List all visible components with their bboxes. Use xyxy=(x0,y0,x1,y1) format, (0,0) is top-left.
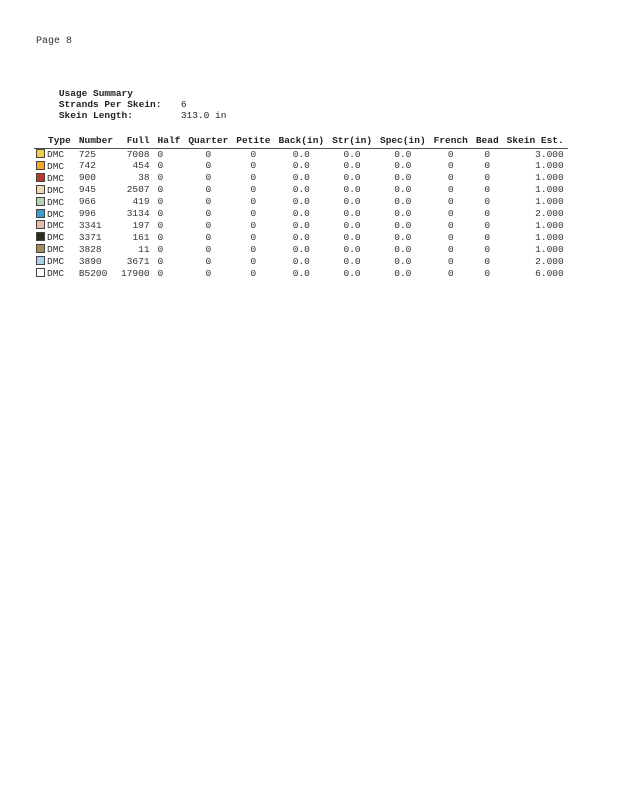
cell-full: 161 xyxy=(132,231,150,243)
cell-back: 0.0 xyxy=(292,231,310,243)
cell-french: 0 xyxy=(447,231,454,243)
cell-str: 0.0 xyxy=(343,243,361,255)
cell-half: 0 xyxy=(157,160,164,172)
cell-petite: 0 xyxy=(250,172,257,184)
cell-bead: 0 xyxy=(484,172,491,184)
cell-skein-est: 1.000 xyxy=(535,172,564,184)
cell-french: 0 xyxy=(447,267,454,279)
cell-spec: 0.0 xyxy=(394,172,412,184)
cell-type xyxy=(34,220,75,232)
type-label: DMC xyxy=(47,172,65,184)
cell-type xyxy=(34,197,75,209)
cell-petite: 0 xyxy=(250,219,257,231)
cell-bead: 0 xyxy=(484,243,491,255)
cell-type xyxy=(34,209,75,221)
col-petite: Petite xyxy=(232,134,274,149)
cell-skein-est: 1.000 xyxy=(535,184,564,196)
cell-half: 0 xyxy=(157,196,164,208)
cell-full: 7008 xyxy=(126,148,150,160)
cell-petite: 0 xyxy=(250,148,257,160)
cell-half: 0 xyxy=(157,255,164,267)
cell-quarter: 0 xyxy=(205,243,212,255)
table-row xyxy=(34,232,568,244)
col-type: Type xyxy=(34,134,75,149)
cell-back: 0.0 xyxy=(292,267,310,279)
type-label: DMC xyxy=(47,244,65,256)
color-swatch-icon xyxy=(36,256,45,265)
cell-number: 966 xyxy=(78,196,96,208)
table-row xyxy=(34,268,568,280)
cell-type xyxy=(34,268,75,280)
cell-number: 900 xyxy=(78,172,96,184)
color-swatch-icon xyxy=(36,220,45,229)
cell-back: 0.0 xyxy=(292,243,310,255)
cell-full: 17900 xyxy=(121,267,150,279)
col-quarter: Quarter xyxy=(184,134,232,149)
cell-french: 0 xyxy=(447,219,454,231)
cell-spec: 0.0 xyxy=(394,231,412,243)
cell-type xyxy=(34,256,75,268)
cell-str: 0.0 xyxy=(343,160,361,172)
cell-number: 3828 xyxy=(78,243,102,255)
cell-petite: 0 xyxy=(250,208,257,220)
skein-length-value: 313.0 in xyxy=(180,110,227,121)
cell-number: 3890 xyxy=(78,255,102,267)
type-label: DMC xyxy=(47,184,65,196)
cell-number: B5200 xyxy=(78,267,108,279)
cell-half: 0 xyxy=(157,231,164,243)
cell-skein-est: 1.000 xyxy=(535,196,564,208)
col-french: French xyxy=(430,134,472,149)
type-label: DMC xyxy=(47,160,65,172)
table-row xyxy=(34,173,568,185)
type-label: DMC xyxy=(47,220,65,232)
cell-type xyxy=(34,185,75,197)
cell-number: 742 xyxy=(78,160,96,172)
type-label: DMC xyxy=(47,196,65,208)
cell-petite: 0 xyxy=(250,196,257,208)
cell-petite: 0 xyxy=(250,184,257,196)
table-row xyxy=(34,220,568,232)
cell-half: 0 xyxy=(157,208,164,220)
cell-bead: 0 xyxy=(484,255,491,267)
cell-quarter: 0 xyxy=(205,172,212,184)
cell-full: 2507 xyxy=(126,184,150,196)
cell-full: 454 xyxy=(132,160,150,172)
col-half: Half xyxy=(154,134,185,149)
cell-quarter: 0 xyxy=(205,231,212,243)
cell-back: 0.0 xyxy=(292,255,310,267)
cell-skein-est: 1.000 xyxy=(535,219,564,231)
cell-spec: 0.0 xyxy=(394,255,412,267)
cell-bead: 0 xyxy=(484,208,491,220)
cell-french: 0 xyxy=(447,160,454,172)
cell-str: 0.0 xyxy=(343,219,361,231)
table-row xyxy=(34,197,568,209)
cell-skein-est: 1.000 xyxy=(535,243,564,255)
cell-type xyxy=(34,149,75,161)
cell-half: 0 xyxy=(157,219,164,231)
cell-french: 0 xyxy=(447,172,454,184)
table-row xyxy=(34,149,568,161)
cell-str: 0.0 xyxy=(343,196,361,208)
cell-quarter: 0 xyxy=(205,184,212,196)
strands-per-skein-label: Strands Per Skein: xyxy=(58,99,162,110)
cell-bead: 0 xyxy=(484,160,491,172)
cell-french: 0 xyxy=(447,184,454,196)
color-swatch-icon xyxy=(36,173,45,182)
cell-back: 0.0 xyxy=(292,160,310,172)
summary-title-row xyxy=(36,77,226,99)
cell-petite: 0 xyxy=(250,231,257,243)
type-label: DMC xyxy=(47,256,65,268)
color-swatch-icon xyxy=(36,209,45,218)
cell-french: 0 xyxy=(447,208,454,220)
cell-quarter: 0 xyxy=(205,255,212,267)
page-number: Page 8 xyxy=(36,36,73,47)
col-spec: Spec(in) xyxy=(376,134,430,149)
cell-spec: 0.0 xyxy=(394,208,412,220)
type-label: DMC xyxy=(47,232,65,244)
cell-full: 3134 xyxy=(126,208,150,220)
table-row xyxy=(34,209,568,221)
cell-full: 197 xyxy=(132,219,150,231)
cell-bead: 0 xyxy=(484,184,491,196)
type-label: DMC xyxy=(47,268,65,280)
cell-petite: 0 xyxy=(250,160,257,172)
cell-quarter: 0 xyxy=(205,219,212,231)
cell-quarter: 0 xyxy=(205,196,212,208)
cell-petite: 0 xyxy=(250,255,257,267)
cell-skein-est: 6.000 xyxy=(535,267,564,279)
col-back: Back(in) xyxy=(275,134,329,149)
cell-spec: 0.0 xyxy=(394,148,412,160)
cell-spec: 0.0 xyxy=(394,219,412,231)
col-skein-est: Skein Est. xyxy=(503,134,568,149)
cell-half: 0 xyxy=(157,184,164,196)
type-label: DMC xyxy=(47,149,65,160)
cell-skein-est: 2.000 xyxy=(535,208,564,220)
cell-full: 11 xyxy=(138,243,150,255)
cell-number: 725 xyxy=(78,148,96,160)
cell-full: 3671 xyxy=(126,255,150,267)
cell-half: 0 xyxy=(157,148,164,160)
cell-spec: 0.0 xyxy=(394,267,412,279)
cell-skein-est: 3.000 xyxy=(535,148,564,160)
cell-skein-est: 2.000 xyxy=(535,255,564,267)
cell-back: 0.0 xyxy=(292,219,310,231)
cell-french: 0 xyxy=(447,255,454,267)
cell-number: 3371 xyxy=(78,231,102,243)
color-swatch-icon xyxy=(36,244,45,253)
cell-bead: 0 xyxy=(484,231,491,243)
cell-spec: 0.0 xyxy=(394,184,412,196)
cell-petite: 0 xyxy=(250,267,257,279)
col-str: Str(in) xyxy=(328,134,376,149)
table-row xyxy=(34,244,568,256)
usage-summary xyxy=(36,77,227,121)
cell-french: 0 xyxy=(447,148,454,160)
cell-quarter: 0 xyxy=(205,267,212,279)
cell-str: 0.0 xyxy=(343,255,361,267)
color-swatch-icon xyxy=(36,268,45,277)
cell-french: 0 xyxy=(447,196,454,208)
cell-half: 0 xyxy=(157,172,164,184)
cell-full: 38 xyxy=(138,172,150,184)
col-bead: Bead xyxy=(472,134,503,149)
table-row xyxy=(34,161,568,173)
cell-skein-est: 1.000 xyxy=(535,160,564,172)
cell-quarter: 0 xyxy=(205,148,212,160)
usage-table xyxy=(34,134,568,280)
cell-str: 0.0 xyxy=(343,172,361,184)
cell-quarter: 0 xyxy=(205,208,212,220)
cell-str: 0.0 xyxy=(343,267,361,279)
cell-number: 945 xyxy=(78,184,96,196)
cell-type xyxy=(34,161,75,173)
color-swatch-icon xyxy=(36,197,45,206)
cell-bead: 0 xyxy=(484,196,491,208)
cell-type xyxy=(34,232,75,244)
cell-full: 419 xyxy=(132,196,150,208)
cell-str: 0.0 xyxy=(343,208,361,220)
cell-str: 0.0 xyxy=(343,231,361,243)
cell-spec: 0.0 xyxy=(394,196,412,208)
cell-back: 0.0 xyxy=(292,196,310,208)
cell-number: 3341 xyxy=(78,219,102,231)
cell-back: 0.0 xyxy=(292,148,310,160)
cell-quarter: 0 xyxy=(205,160,212,172)
table-row xyxy=(34,256,568,268)
cell-type xyxy=(34,173,75,185)
cell-skein-est: 1.000 xyxy=(535,231,564,243)
cell-str: 0.0 xyxy=(343,184,361,196)
col-number: Number xyxy=(75,134,117,149)
color-swatch-icon xyxy=(36,185,45,194)
cell-half: 0 xyxy=(157,243,164,255)
cell-number: 996 xyxy=(78,208,96,220)
col-full: Full xyxy=(117,134,154,149)
color-swatch-icon xyxy=(36,161,45,170)
cell-type xyxy=(34,244,75,256)
cell-half: 0 xyxy=(157,267,164,279)
usage-table-body xyxy=(34,149,568,280)
cell-back: 0.0 xyxy=(292,208,310,220)
cell-str: 0.0 xyxy=(343,148,361,160)
summary-title: Usage Summary xyxy=(58,88,133,99)
skein-length-label: Skein Length: xyxy=(58,110,133,121)
cell-bead: 0 xyxy=(484,148,491,160)
table-row xyxy=(34,185,568,197)
cell-spec: 0.0 xyxy=(394,243,412,255)
color-swatch-icon xyxy=(36,232,45,241)
cell-petite: 0 xyxy=(250,243,257,255)
color-swatch-icon xyxy=(36,149,45,158)
cell-bead: 0 xyxy=(484,267,491,279)
cell-back: 0.0 xyxy=(292,172,310,184)
cell-spec: 0.0 xyxy=(394,160,412,172)
cell-french: 0 xyxy=(447,243,454,255)
cell-back: 0.0 xyxy=(292,184,310,196)
table-header-row xyxy=(34,134,568,149)
cell-bead: 0 xyxy=(484,219,491,231)
strands-per-skein-value: 6 xyxy=(180,99,187,110)
type-label: DMC xyxy=(47,208,65,220)
